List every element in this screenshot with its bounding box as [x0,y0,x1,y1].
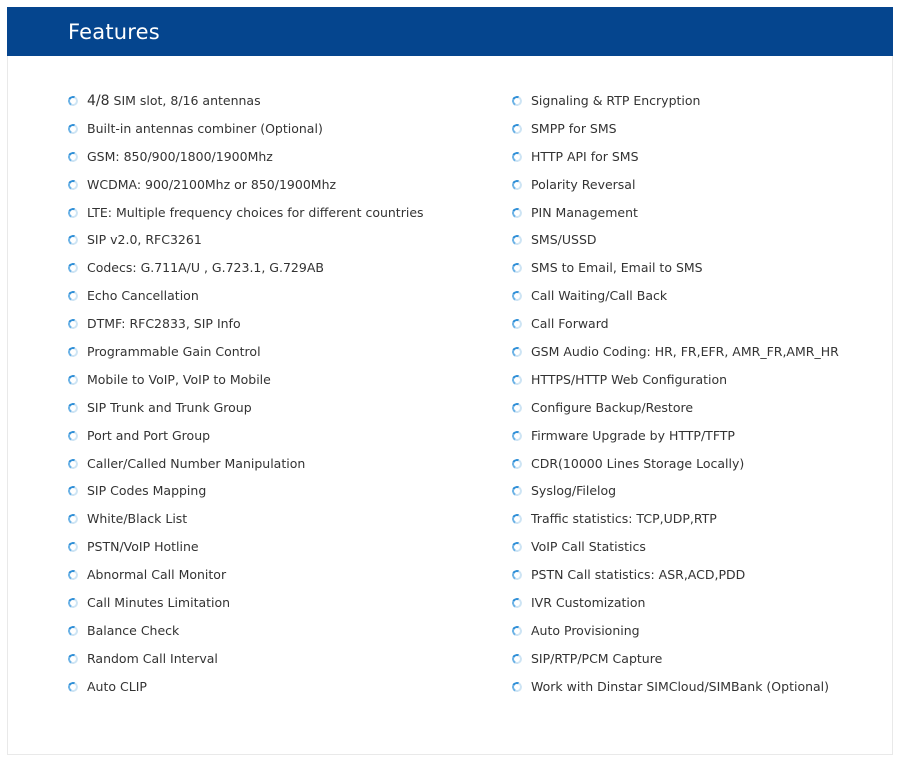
feature-label [531,645,662,673]
circle-spinner-icon [67,346,80,359]
feature-item [68,199,498,227]
feature-label [531,310,609,338]
feature-item [512,171,882,199]
feature-label [531,561,745,589]
feature-item [512,645,882,673]
circle-spinner-icon [67,373,80,386]
circle-spinner-icon [67,290,80,303]
feature-item [512,450,882,478]
feature-item [68,310,498,338]
feature-label-text: HTTP API for SMS [531,148,639,164]
feature-item [68,282,498,310]
feature-label [531,199,638,227]
circle-spinner-icon [67,597,80,610]
circle-spinner-icon [67,318,80,331]
feature-item [68,366,498,394]
feature-label-text: HTTPS/HTTP Web Configuration [531,371,728,387]
circle-spinner-icon [511,401,524,414]
feature-label [87,199,424,227]
feature-label [531,505,717,533]
circle-spinner-icon [511,513,524,526]
feature-label [87,589,230,617]
feature-label [87,617,179,645]
feature-label-text: Signaling & RTP Encryption [531,93,701,108]
feature-label-text: CDR(10000 Lines Storage Locally) [531,455,745,471]
features-list-left [68,87,498,701]
feature-label-text: VoIP Call Statistics [531,539,646,555]
circle-spinner-icon [511,541,524,554]
feature-label [87,422,210,450]
feature-item [512,366,882,394]
feature-label [87,645,218,673]
feature-label [87,505,187,533]
feature-label [531,394,693,422]
circle-spinner-icon [67,95,80,108]
feature-item [512,561,882,589]
feature-label-text: Auto Provisioning [531,622,640,638]
feature-item [68,617,498,645]
feature-item [512,143,882,171]
feature-item [512,310,882,338]
circle-spinner-icon [511,290,524,303]
feature-label-text: Polarity Reversal [531,176,636,192]
feature-label-text: PSTN Call statistics: ASR,ACD,PDD [531,567,746,583]
feature-item [512,282,882,310]
circle-spinner-icon [511,457,524,470]
feature-item [512,115,882,143]
feature-item [512,254,882,282]
feature-label [87,533,199,561]
circle-spinner-icon [67,625,80,638]
feature-item [68,477,498,505]
feature-label-text: Syslog/Filelog [531,483,617,499]
feature-label [531,450,744,478]
circle-spinner-icon [67,150,80,163]
feature-label-text: PIN Management [531,204,638,220]
feature-label-text: SMS/USSD [531,232,597,248]
circle-spinner-icon [511,262,524,275]
feature-label-text: Call Forward [531,316,609,332]
feature-item [68,115,498,143]
feature-item [68,673,498,701]
circle-spinner-icon [67,513,80,526]
feature-label-text: Abnormal Call Monitor [87,567,227,583]
feature-item [68,533,498,561]
feature-label-text: SIP/RTP/PCM Capture [531,650,663,666]
feature-label-text: GSM: 850/900/1800/1900Mhz [87,148,273,164]
feature-label [87,226,202,254]
feature-label [531,589,645,617]
feature-item [68,394,498,422]
feature-label-text: White/Black List [87,511,188,527]
feature-label-text: SIP v2.0, RFC3261 [87,232,202,248]
feature-label-text: Caller/Called Number Manipulation [87,455,306,471]
feature-item [512,673,882,701]
feature-label [531,171,635,199]
feature-label [87,394,252,422]
circle-spinner-icon [67,234,80,247]
circle-spinner-icon [67,541,80,554]
circle-spinner-icon [67,262,80,275]
circle-spinner-icon [511,122,524,135]
feature-label [531,254,703,282]
feature-label [87,282,199,310]
circle-spinner-icon [511,680,524,693]
circle-spinner-icon [67,122,80,135]
circle-spinner-icon [511,652,524,665]
feature-label-text: Work with Dinstar SIMCloud/SIMBank (Optional) [531,678,830,694]
circle-spinner-icon [67,401,80,414]
circle-spinner-icon [511,206,524,219]
feature-label-text: WCDMA: 900/2100Mhz or 850/1900Mhz [87,176,337,192]
feature-label-text: Mobile to VoIP, VoIP to Mobile [87,371,271,387]
feature-item [68,645,498,673]
feature-label-text: Port and Port Group [87,427,211,443]
circle-spinner-icon [511,373,524,386]
features-list-right [512,87,882,701]
feature-label-text: Codecs: G.711A/U , G.723.1, G.729AB [87,260,324,276]
feature-item [512,422,882,450]
feature-label-text: SMS to Email, Email to SMS [531,260,703,276]
feature-item [512,338,882,366]
feature-label-text: Traffic statistics: TCP,UDP,RTP [531,511,717,527]
feature-label-text: Firmware Upgrade by HTTP/TFTP [531,427,735,443]
feature-label [531,673,829,701]
feature-item [68,589,498,617]
circle-spinner-icon [67,680,80,693]
feature-item [68,422,498,450]
feature-label-text: SMPP for SMS [531,120,617,136]
circle-spinner-icon [67,569,80,582]
circle-spinner-icon [511,178,524,191]
feature-label [87,171,336,199]
feature-label [531,338,839,366]
feature-item [68,338,498,366]
circle-spinner-icon [511,485,524,498]
feature-label [87,450,305,478]
feature-label-text: Random Call Interval [87,650,218,666]
feature-label-text: Call Waiting/Call Back [531,288,668,304]
feature-label-text: DTMF: RFC2833, SIP Info [87,316,241,332]
feature-label-text: PSTN/VoIP Hotline [87,539,199,555]
feature-item [512,394,882,422]
feature-label [87,366,271,394]
circle-spinner-icon [511,569,524,582]
feature-label-prefix: 4/8 [87,93,110,109]
feature-label-text: Balance Check [87,622,180,638]
feature-label [87,143,273,171]
feature-item [512,505,882,533]
feature-label-text: Echo Cancellation [87,288,199,304]
circle-spinner-icon [511,346,524,359]
feature-item [68,171,498,199]
circle-spinner-icon [67,485,80,498]
feature-item [68,505,498,533]
feature-item [512,617,882,645]
feature-label [87,673,147,701]
feature-item [68,450,498,478]
feature-label [531,533,646,561]
feature-label [531,477,616,505]
circle-spinner-icon [511,429,524,442]
feature-label [87,561,226,589]
feature-label-text: SIP Codes Mapping [87,483,207,499]
feature-label [87,310,241,338]
feature-label [87,87,261,116]
feature-label-text: Auto CLIP [87,678,147,694]
feature-label-text: SIP Trunk and Trunk Group [87,399,252,415]
feature-label [87,477,206,505]
feature-label [531,617,640,645]
circle-spinner-icon [511,234,524,247]
feature-label-text: Call Minutes Limitation [87,595,231,611]
feature-item [512,199,882,227]
feature-label-text: GSM Audio Coding: HR, FR,EFR, AMR_FR,AMR_HR [531,344,839,360]
feature-label [531,115,617,143]
circle-spinner-icon [67,429,80,442]
circle-spinner-icon [67,652,80,665]
circle-spinner-icon [67,206,80,219]
feature-item [512,533,882,561]
features-header [7,7,893,56]
feature-label-text: Programmable Gain Control [87,344,261,360]
feature-item [512,87,882,115]
circle-spinner-icon [511,597,524,610]
circle-spinner-icon [67,457,80,470]
circle-spinner-icon [511,95,524,108]
page-title: Features [68,20,160,44]
feature-label [531,366,727,394]
feature-item [68,226,498,254]
feature-item [68,87,498,115]
feature-item [68,561,498,589]
feature-label [87,338,261,366]
feature-label-text: Built-in antennas combiner (Optional) [87,120,323,136]
feature-label [531,282,667,310]
feature-label [531,143,639,171]
feature-label-text: SIM slot, 8/16 antennas [109,93,261,108]
feature-label [87,254,324,282]
circle-spinner-icon [511,318,524,331]
circle-spinner-icon [511,150,524,163]
feature-label [531,226,597,254]
feature-item [512,589,882,617]
circle-spinner-icon [67,178,80,191]
feature-label [531,87,700,115]
feature-item [68,254,498,282]
feature-label-text: LTE: Multiple frequency choices for different countries [87,204,424,220]
feature-label-text: Configure Backup/Restore [531,399,694,415]
feature-label-text: IVR Customization [531,595,646,611]
feature-label [87,115,323,143]
feature-item [512,226,882,254]
feature-item [512,477,882,505]
circle-spinner-icon [511,625,524,638]
feature-label [531,422,735,450]
feature-item [68,143,498,171]
